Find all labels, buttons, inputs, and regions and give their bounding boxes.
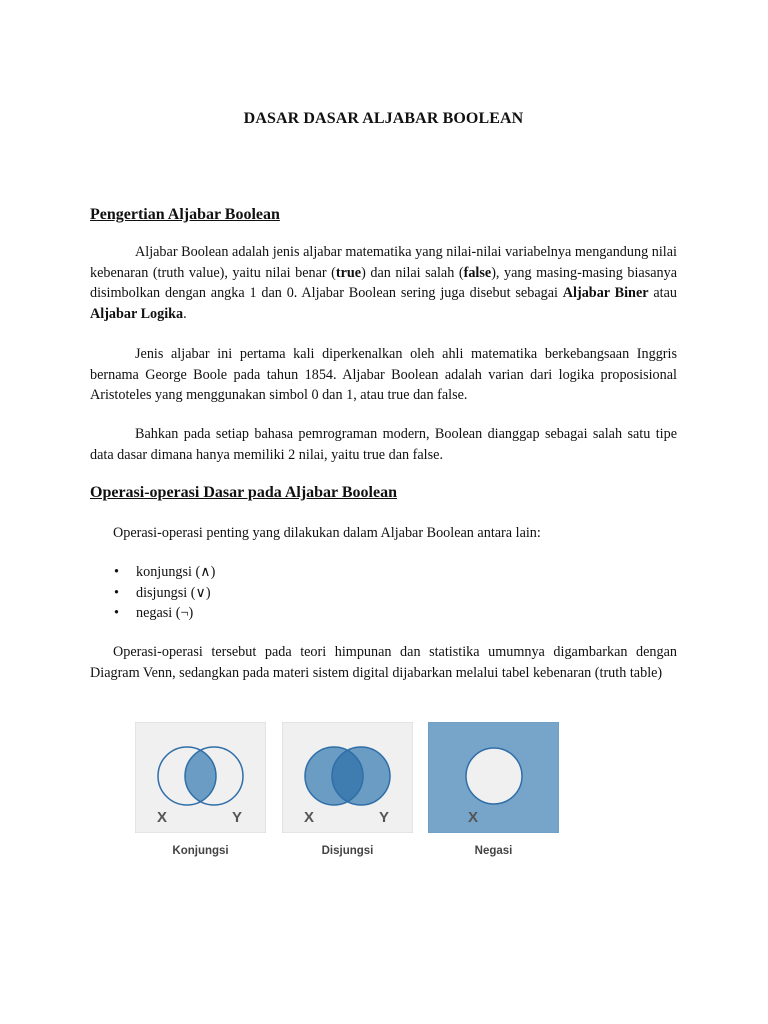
caption-disjungsi: Disjungsi: [321, 845, 374, 857]
label-x: X: [157, 809, 168, 826]
label-y: Y: [232, 809, 243, 826]
paragraph-definition: Aljabar Boolean adalah jenis aljabar matematika yang nilai-nilai variabelnya mengandung nilai kebenaran (truth value), yaitu nilai benar (true) dan nilai salah (false), yang masing-masing biasanya disimbolkan dengan angka 1 dan 0. Aljabar Boolean sering juga disebut sebagai Aljabar Biner atau Aljabar Logika.: [90, 244, 678, 322]
label-x: X: [304, 809, 315, 826]
operations-list: [90, 562, 215, 624]
list-item: • konjungsi (∧): [136, 562, 215, 583]
caption-konjungsi: Konjungsi: [172, 845, 229, 857]
list-item: • negasi (¬): [136, 603, 215, 624]
paragraph-venn-intro: Operasi-operasi tersebut pada teori himpunan dan statistika umumnya digambarkan dengan Diagram Venn, sedangkan pada materi sistem digital dijabarkan melalui tabel kebenaran (truth table): [90, 644, 677, 681]
label-y: Y: [379, 809, 390, 826]
venn-disjungsi-graphic: [282, 722, 413, 833]
section-heading-pengertian: Pengertian Aljabar Boolean: [90, 206, 280, 223]
section-heading-operasi: Operasi-operasi Dasar pada Aljabar Boolean: [90, 484, 397, 501]
venn-disjungsi: [282, 722, 413, 857]
page-title: DASAR DASAR ALJABAR BOOLEAN: [243, 110, 524, 127]
paragraph-programming: Bahkan pada setiap bahasa pemrograman modern, Boolean dianggap sebagai salah satu tipe data dasar dimana hanya memiliki 2 nilai, yaitu true dan false.: [90, 426, 677, 463]
caption-negasi: Negasi: [474, 845, 513, 857]
list-item: • disjungsi (∨): [136, 583, 215, 604]
venn-negasi-graphic: [428, 722, 559, 833]
label-x: X: [468, 809, 479, 826]
venn-konjungsi: [135, 722, 266, 857]
venn-negasi: [428, 722, 559, 857]
paragraph-history: Jenis aljabar ini pertama kali diperkenalkan oleh ahli matematika berkebangsaan Inggris bernama George Boole pada tahun 1854. Aljabar Boolean adalah varian dari logika proposisional Aristoteles yang menggunakan simbol 0 dan 1, atau true dan false.: [90, 346, 677, 403]
paragraph-operations-intro: Operasi-operasi penting yang dilakukan dalam Aljabar Boolean antara lain:: [113, 525, 541, 541]
circle-x: [466, 748, 522, 804]
venn-konjungsi-graphic: [135, 722, 266, 833]
venn-diagrams: [135, 722, 560, 867]
